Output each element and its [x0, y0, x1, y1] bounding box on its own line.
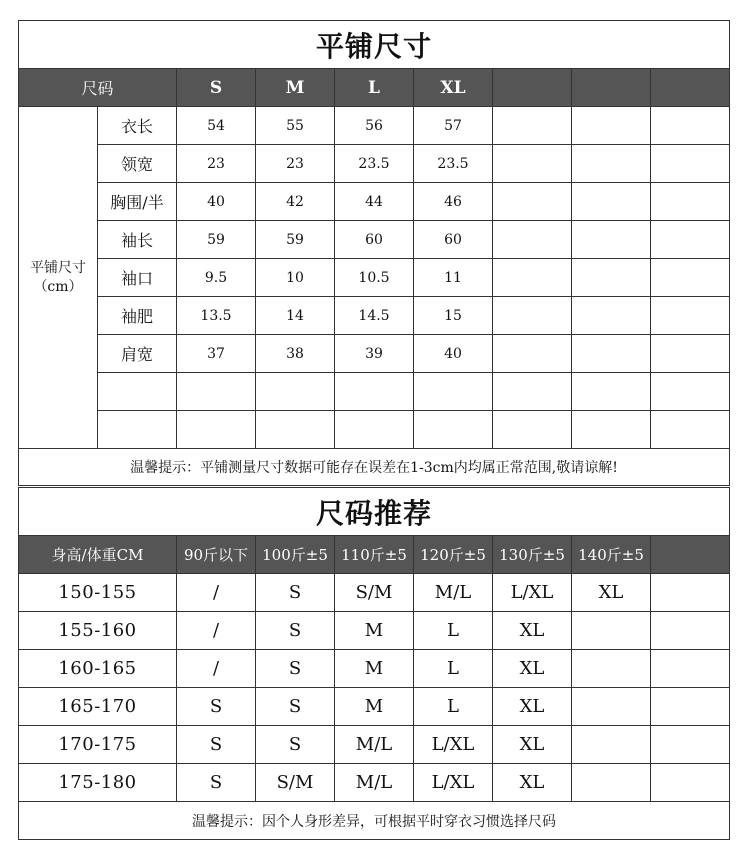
size-header-cell — [651, 69, 730, 107]
table-row — [19, 259, 730, 297]
recommend-value: XL — [572, 574, 651, 612]
recommend-value — [651, 688, 730, 726]
size-header-cell — [493, 69, 572, 107]
measure-value: 23 — [256, 145, 335, 183]
table-row — [19, 221, 730, 259]
measure-value: 40 — [414, 335, 493, 373]
measure-value — [572, 107, 651, 145]
measure-value: 46 — [414, 183, 493, 221]
flat-size-group-label — [19, 107, 98, 449]
measure-name: 袖口 — [98, 259, 177, 297]
recommend-value: S — [256, 612, 335, 650]
measure-value — [177, 373, 256, 411]
measure-value — [493, 259, 572, 297]
recommend-value: M/L — [335, 726, 414, 764]
recommend-value: M/L — [335, 764, 414, 802]
measure-value — [414, 373, 493, 411]
measure-value: 10.5 — [335, 259, 414, 297]
measure-value: 15 — [414, 297, 493, 335]
height-range: 175-180 — [19, 764, 177, 802]
recommend-header-cell: 身高/体重CM — [19, 536, 177, 574]
measure-value: 59 — [177, 221, 256, 259]
measure-value — [335, 373, 414, 411]
recommend-value — [572, 650, 651, 688]
measure-value: 60 — [414, 221, 493, 259]
size-header-cell: M — [256, 69, 335, 107]
table-row — [19, 612, 730, 650]
measure-value — [572, 145, 651, 183]
measure-value — [493, 145, 572, 183]
recommend-value: XL — [493, 726, 572, 764]
measure-value — [651, 335, 730, 373]
flat-size-title: 平铺尺寸 — [19, 21, 730, 69]
size-recommend-table — [18, 487, 730, 840]
measure-value: 23.5 — [335, 145, 414, 183]
measure-name: 肩宽 — [98, 335, 177, 373]
recommend-value: L/XL — [414, 764, 493, 802]
measure-value — [572, 297, 651, 335]
measure-value: 10 — [256, 259, 335, 297]
recommend-value: L/XL — [414, 726, 493, 764]
size-header-cell: L — [335, 69, 414, 107]
measure-value — [651, 411, 730, 449]
measure-value — [493, 297, 572, 335]
size-header-cell — [572, 69, 651, 107]
measure-value: 23.5 — [414, 145, 493, 183]
measure-value — [414, 411, 493, 449]
recommend-value — [651, 650, 730, 688]
measure-name: 领宽 — [98, 145, 177, 183]
height-range: 165-170 — [19, 688, 177, 726]
measure-value — [256, 411, 335, 449]
table-row — [19, 650, 730, 688]
recommend-value: S/M — [335, 574, 414, 612]
recommend-value: S — [177, 726, 256, 764]
height-range: 155-160 — [19, 612, 177, 650]
recommend-value — [651, 612, 730, 650]
group-label-line: 平铺尺寸 — [30, 259, 86, 276]
table-row — [19, 764, 730, 802]
recommend-value: / — [177, 612, 256, 650]
measure-value: 44 — [335, 183, 414, 221]
size-recommend-title: 尺码推荐 — [19, 488, 730, 536]
recommend-value: XL — [493, 650, 572, 688]
recommend-value: S — [256, 574, 335, 612]
recommend-value: L/XL — [493, 574, 572, 612]
measure-value — [493, 373, 572, 411]
measure-value: 55 — [256, 107, 335, 145]
measure-name: 袖长 — [98, 221, 177, 259]
measure-value — [651, 297, 730, 335]
measure-value: 57 — [414, 107, 493, 145]
measure-value — [651, 145, 730, 183]
measure-value — [651, 107, 730, 145]
recommend-value: L — [414, 650, 493, 688]
recommend-value: L — [414, 688, 493, 726]
recommend-value — [572, 612, 651, 650]
measure-value — [572, 411, 651, 449]
recommend-value: M — [335, 688, 414, 726]
measure-value: 11 — [414, 259, 493, 297]
measure-value — [651, 259, 730, 297]
measure-value: 42 — [256, 183, 335, 221]
recommend-value: S — [177, 764, 256, 802]
measure-value — [572, 221, 651, 259]
measure-value — [651, 373, 730, 411]
measure-value: 39 — [335, 335, 414, 373]
flat-size-table — [18, 20, 730, 486]
measure-value: 40 — [177, 183, 256, 221]
recommend-header-cell — [651, 536, 730, 574]
table-row — [19, 574, 730, 612]
recommend-value: S — [177, 688, 256, 726]
measure-value: 9.5 — [177, 259, 256, 297]
measure-name — [98, 373, 177, 411]
table-row — [19, 107, 730, 145]
measure-value — [572, 183, 651, 221]
size-recommend-note: 温馨提示：因个人身形差异，可根据平时穿衣习惯选择尺码 — [19, 802, 730, 840]
recommend-value: S — [256, 726, 335, 764]
recommend-value: S — [256, 688, 335, 726]
recommend-value: / — [177, 650, 256, 688]
measure-value — [493, 411, 572, 449]
recommend-value — [572, 726, 651, 764]
measure-value — [493, 221, 572, 259]
measure-value — [572, 259, 651, 297]
recommend-value: XL — [493, 612, 572, 650]
recommend-value: L — [414, 612, 493, 650]
size-header-cell: XL — [414, 69, 493, 107]
recommend-value: XL — [493, 688, 572, 726]
measure-value: 14.5 — [335, 297, 414, 335]
recommend-header-row — [19, 536, 730, 574]
recommend-value — [651, 574, 730, 612]
measure-name: 袖肥 — [98, 297, 177, 335]
recommend-value: / — [177, 574, 256, 612]
recommend-header-cell: 100斤±5 — [256, 536, 335, 574]
measure-name: 胸围/半 — [98, 183, 177, 221]
measure-value: 60 — [335, 221, 414, 259]
recommend-value: M/L — [414, 574, 493, 612]
measure-value — [177, 411, 256, 449]
flat-size-header-row — [19, 69, 730, 107]
measure-value — [572, 335, 651, 373]
flat-size-note: 温馨提示：平铺测量尺寸数据可能存在误差在1-3cm内均属正常范围,敬请谅解! — [19, 449, 730, 486]
table-row — [19, 183, 730, 221]
recommend-header-cell: 120斤±5 — [414, 536, 493, 574]
height-range: 160-165 — [19, 650, 177, 688]
measure-value — [651, 183, 730, 221]
measure-value — [256, 373, 335, 411]
measure-value — [493, 335, 572, 373]
measure-name — [98, 411, 177, 449]
measure-value — [335, 411, 414, 449]
table-row — [19, 145, 730, 183]
measure-value — [572, 373, 651, 411]
measure-value — [651, 221, 730, 259]
table-row — [19, 297, 730, 335]
measure-name: 衣长 — [98, 107, 177, 145]
recommend-header-cell: 140斤±5 — [572, 536, 651, 574]
recommend-value: S — [256, 650, 335, 688]
measure-value: 13.5 — [177, 297, 256, 335]
measure-value: 37 — [177, 335, 256, 373]
recommend-value: S/M — [256, 764, 335, 802]
recommend-value — [651, 726, 730, 764]
recommend-value: M — [335, 612, 414, 650]
recommend-value — [651, 764, 730, 802]
recommend-value: M — [335, 650, 414, 688]
size-header-cell: S — [177, 69, 256, 107]
group-label-unit: （cm） — [33, 278, 83, 295]
recommend-header-cell: 130斤±5 — [493, 536, 572, 574]
table-row — [19, 335, 730, 373]
table-row — [19, 411, 730, 449]
measure-value: 54 — [177, 107, 256, 145]
measure-value — [493, 107, 572, 145]
recommend-header-cell: 110斤±5 — [335, 536, 414, 574]
recommend-value — [572, 688, 651, 726]
table-row — [19, 688, 730, 726]
recommend-value — [572, 764, 651, 802]
measure-value — [493, 183, 572, 221]
height-range: 170-175 — [19, 726, 177, 764]
measure-value: 14 — [256, 297, 335, 335]
recommend-value: XL — [493, 764, 572, 802]
measure-value: 23 — [177, 145, 256, 183]
recommend-header-cell: 90斤以下 — [177, 536, 256, 574]
height-range: 150-155 — [19, 574, 177, 612]
measure-value: 56 — [335, 107, 414, 145]
measure-value: 38 — [256, 335, 335, 373]
size-header-label: 尺码 — [19, 69, 177, 107]
measure-value: 59 — [256, 221, 335, 259]
table-row — [19, 373, 730, 411]
table-row — [19, 726, 730, 764]
